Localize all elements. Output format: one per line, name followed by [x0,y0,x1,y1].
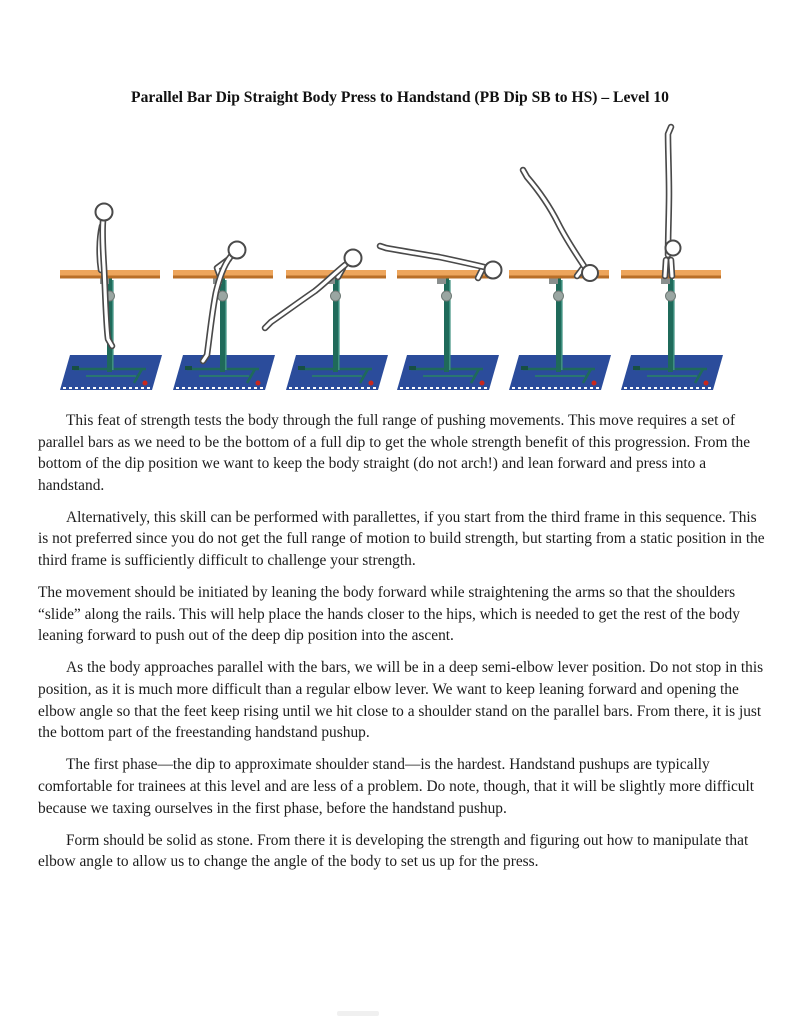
paragraph-2: Alternatively, this skill can be performed with parallettes, if you start from the third frame in this sequence. This is not preferred since you do not get the full range of motion to build strength, but starting from a static position in the third frame is sufficiently difficult to challenge your strength. [38,508,765,570]
paragraph-1: This feat of strength tests the body through the full range of pushing movements. This move requires a set of parallel bars as we need to be the bottom of a full dip to get the whole strength benefit of this progression. From the bottom of the dip position we want to keep the body straight (do not arch!) and lean forward and press into a handstand. [38,412,751,494]
parallel-bars-sequence-svg [58,120,748,400]
pb-frame-6 [621,127,723,390]
body-text [38,410,770,883]
figure-head [582,265,598,281]
figure-head [345,250,362,267]
page-title: Parallel Bar Dip Straight Body Press to Handstand (PB Dip SB to HS) – Level 10 [131,89,669,106]
paragraph-4: As the body approaches parallel with the bars, we will be in a deep semi-elbow lever position. Do not stop in this position, as it is much more difficult than a regular elbow lever. We want to keep leaning forward and opening the elbow angle so that the feet keep rising until we hit close to a shoulder stand on the parallel bars. From there, it is just the bottom part of the freestanding handstand pushup. [38,659,764,742]
pb-frame-3 [265,250,388,391]
paragraph-3: The movement should be initiated by leaning the body forward while straightening the arms so that the shoulders “slide” along the rails. This will help place the hands closer to the hips, which is needed to get the rest of the body leaning forward to push out of the deep dip position into the ascent. [38,584,740,645]
pb-frame-4 [380,246,502,390]
gymnast-figure-shoulder-stand-approach [523,170,598,281]
figure-head [485,262,502,279]
figure-head [229,242,246,259]
pb-frame-2 [173,242,275,391]
faint-footer-artifact [337,1011,379,1016]
parallel-bar-apparatus [621,270,723,390]
parallel-bar-apparatus [60,270,162,390]
pb-frame-1 [60,204,162,391]
parallel-bar-apparatus [173,270,275,390]
parallel-bar-apparatus [509,270,611,390]
figure-head [666,241,681,256]
figure-head [96,204,113,221]
parallel-bar-apparatus [286,270,388,390]
pb-frame-5 [509,170,611,390]
exercise-sequence-illustration [58,120,748,400]
paragraph-5: The first phase—the dip to approximate shoulder stand—is the hardest. Handstand pushups are typically comfortable for trainees at this level and are less of a problem. Do note, though, that it will be slightly more difficult because we taxing ourselves in the first phase, before the handstand pushup. [38,756,755,817]
paragraph-6: Form should be solid as stone. From there it is developing the strength and figuring out how to manipulate that elbow angle to allow us to change the angle of the body to set us up for the press. [38,831,749,871]
parallel-bar-apparatus [397,270,499,390]
gymnast-figure-deep-lean [265,250,362,329]
gymnast-figure-handstand [665,127,681,276]
